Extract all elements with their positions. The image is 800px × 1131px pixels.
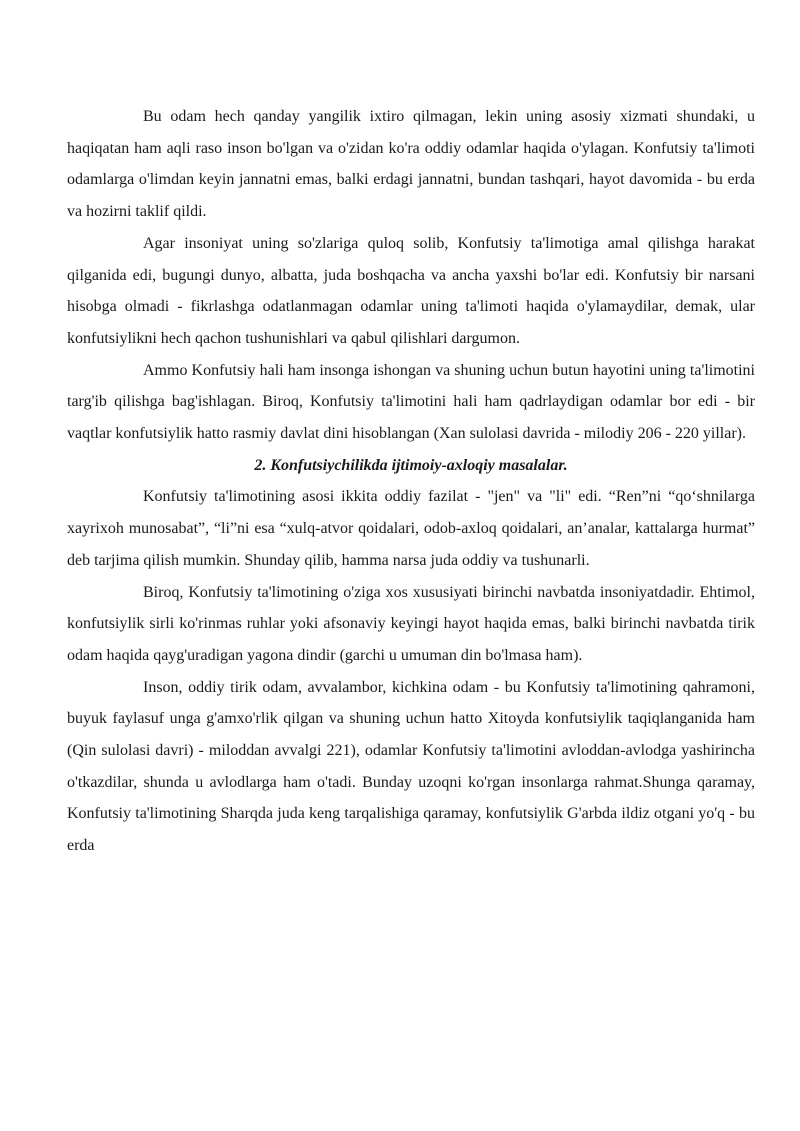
paragraph-humanity: Agar insoniyat uning so'zlariga quloq solib, Konfutsiy ta'limotiga amal qilishga harakat qilganida edi, bugungi dunyo, albatta, juda boshqacha va ancha yaxshi bo'lar edi. Konfutsiy bir narsani hisobga olmadi - fikrlashga odatlanmagan odamlar uning ta'limoti haqida o'ylamaydilar, demak, ular konfutsiylikni hech qachon tushunishlari va qabul qilishlari dargumon. bbox=[67, 234, 755, 347]
paragraph-jen-li: Konfutsiy ta'limotining asosi ikkita oddiy fazilat - "jen" va "li" edi. “Ren”ni “qo‘shnilarga xayrixoh munosabat”, “li”ni esa “xulq-atvor qoidalari, odob-axloq qoidalari, an’analar, kattalarga hurmat” deb tarjima qilish mumkin. Shunday qilib, hamma narsa juda oddiy va tushunarli. bbox=[67, 488, 755, 569]
section-heading: 2. Konfutsiychilikda ijtimoiy-axloqiy masalalar. bbox=[254, 456, 568, 474]
paragraph-humanism: Biroq, Konfutsiy ta'limotining o'ziga xos xususiyati birinchi navbatda insoniyatdadir. Ehtimol, konfutsiylik sirli ko'rinmas ruhlar yoki afsonaviy keyingi hayot haqida emas, balki birinchi navbatda tirik odam haqida qayg'uradigan yagona dindir (garchi u umuman din bo'lmasa ham). bbox=[67, 583, 755, 664]
document-page bbox=[67, 101, 755, 862]
paragraph-innovation: Bu odam hech qanday yangilik ixtiro qilmagan, lekin uning asosiy xizmati shundaki, u haqiqatan ham aqli raso inson bo'lgan va o'zidan ko'ra oddiy odamlar haqida o'ylagan. Konfutsiy ta'limoti odamlarga o'limdan keyin jannatni emas, balki erdagi jannatni, bundan tashqari, hayot davomida - bu erda va hozirni taklif qildi. bbox=[67, 108, 755, 221]
paragraph-state-religion: Ammo Konfutsiy hali ham insonga ishongan va shuning uchun butun hayotini uning ta'limotini targ'ib qilishga bag'ishlagan. Biroq, Konfutsiy ta'limotini hali ham qadrlaydigan odamlar bor edi - bir vaqtlar konfutsiylik hatto rasmiy davlat dini hisoblangan (Xan sulolasi davrida - milodiy 206 - 220 yillar). bbox=[67, 361, 755, 443]
paragraph-ordinary-person: Inson, oddiy tirik odam, avvalambor, kichkina odam - bu Konfutsiy ta'limotining qahramoni, buyuk faylasuf unga g'amxo'rlik qilgan va shuning uchun hatto Xitoyda konfutsiylik taqiqlanganida ham (Qin sulolasi davri) - miloddan avvalgi 221), odamlar Konfutsiy ta'limotini avloddan-avlodga yashirincha o'tkazdilar, shunda u avlodlarga ham o'tadi. Bunday uzoqni ko'rgan insonlarga rahmat.Shunga qaramay, Konfutsiy ta'limotining Sharqda juda keng tarqalishiga qaramay, konfutsiylik G'arbda ildiz otgani yo'q - bu erda bbox=[67, 678, 755, 855]
